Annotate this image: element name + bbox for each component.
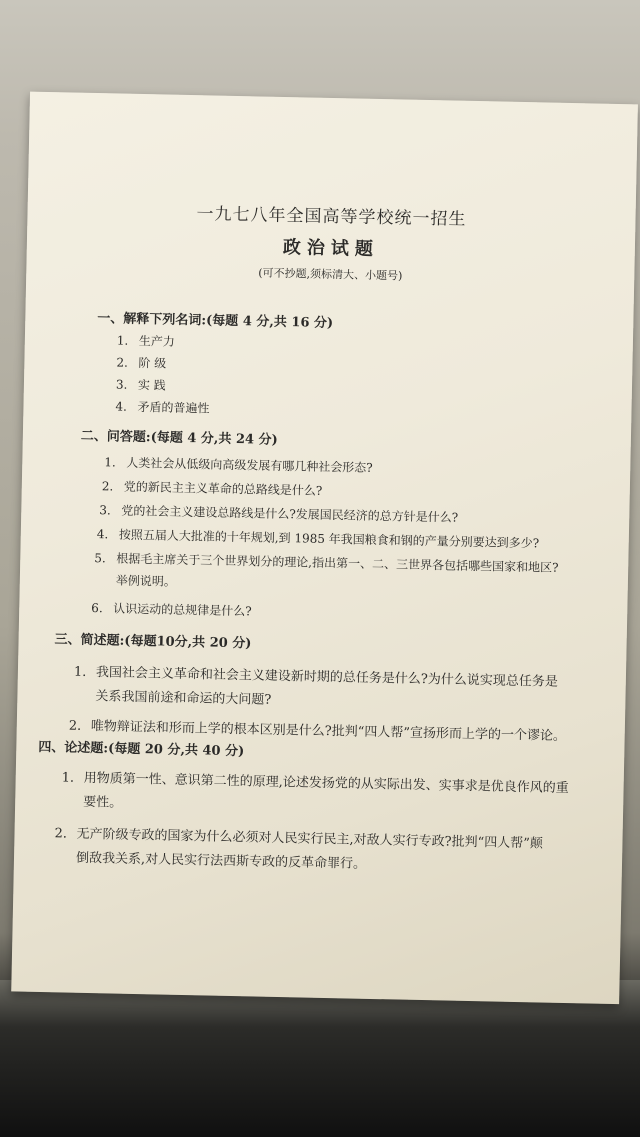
exam-title: 一九七八年全国高等学校统一招生	[196, 204, 467, 230]
section-1-item: 1. 生产力	[116, 333, 176, 349]
exam-paper	[11, 92, 638, 1005]
section-2-item: 5. 根据毛主席关于三个世界划分的理论,指出第一、二、三世界各包括哪些国家和地区?	[94, 551, 559, 575]
section-3-item: 1. 我国社会主义革命和社会主义建设新时期的总任务是什么?为什么说实现总任务是	[73, 664, 558, 690]
section-1-title: 一、解释下列名词:(每题 4 分,共 16 分)	[97, 311, 334, 332]
exam-instruction: (可不抄题,须标清大、小题号)	[258, 266, 403, 283]
section-2-item: 1. 人类社会从低级向高级发展有哪几种社会形态?	[104, 455, 373, 475]
section-4-item-continuation: 倒敌我关系,对人民实行法西斯专政的反革命罪行。	[75, 850, 367, 872]
section-2-item: 6. 认识运动的总规律是什么?	[91, 601, 252, 619]
section-1-item: 2. 阶 级	[116, 355, 167, 371]
section-4-item: 1. 用物质第一性、意识第二性的原理,论述发扬党的从实际出发、实事求是优良作风的重	[61, 770, 569, 797]
section-4-title: 四、论述题:(每题 20 分,共 40 分)	[38, 739, 245, 760]
section-2-item: 4. 按照五届人大批准的十年规划,到 1985 年我国粮食和钢的产量分别要达到多少?	[96, 527, 540, 551]
exam-subject: 政治试题	[282, 236, 380, 260]
section-1-item: 4. 矛盾的普遍性	[115, 399, 210, 416]
display-case-edge	[0, 980, 640, 1137]
section-3-item-continuation: 关系我国前途和命运的大问题?	[95, 689, 272, 708]
section-4-item-continuation: 要性。	[83, 794, 123, 811]
section-2-item: 2. 党的新民主主义革命的总路线是什么?	[101, 479, 323, 498]
section-2-item: 3. 党的社会主义建设总路线是什么?发展国民经济的总方针是什么?	[99, 503, 459, 525]
section-4-item: 2. 无产阶级专政的国家为什么必须对人民实行民主,对敌人实行专政?批判“四人帮”颠	[54, 826, 543, 852]
section-2-title: 二、问答题:(每题 4 分,共 24 分)	[80, 428, 278, 448]
section-3-item: 2. 唯物辩证法和形而上学的根本区别是什么?批判“四人帮”宣扬形而上学的一个谬论。	[68, 718, 567, 744]
section-3-title: 三、简述题:(每题10分,共 20 分)	[54, 632, 252, 652]
section-1-item: 3. 实 践	[115, 377, 166, 393]
section-2-item-continuation: 举例说明。	[115, 573, 176, 589]
